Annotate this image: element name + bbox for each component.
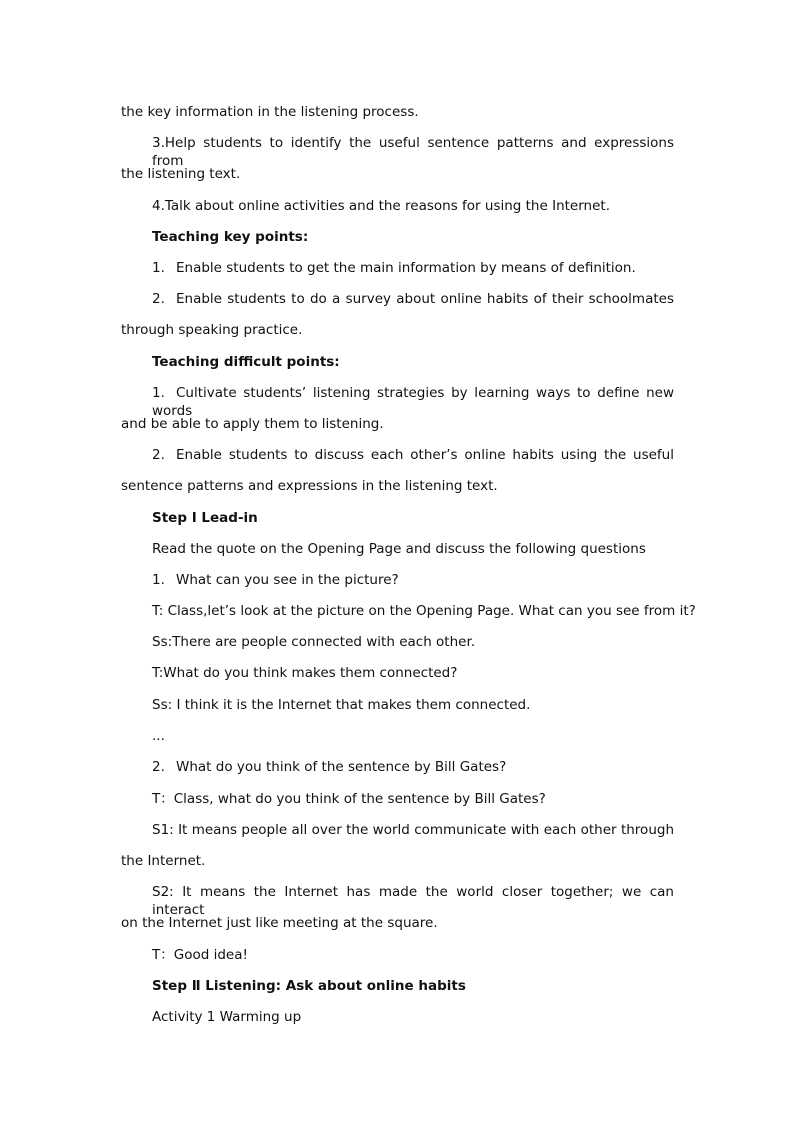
- list-number: 2.: [152, 291, 165, 307]
- dialogue-line: T：Class, what do you think of the sentence by Bill Gates?: [152, 791, 546, 807]
- body-line: Read the quote on the Opening Page and discuss the following questions: [152, 541, 646, 557]
- question-2-text: What do you think of the sentence by Bill Gates?: [176, 759, 507, 775]
- objective-4: 4.Talk about online activities and the reasons for using the Internet.: [152, 198, 610, 214]
- objective-3: 3.Help students to identify the useful sentence patterns and expressions from: [152, 135, 674, 169]
- difficult-point-2-text: Enable students to discuss each other’s online habits using the useful: [176, 447, 674, 463]
- dialogue-line: T:What do you think makes them connected?: [152, 665, 458, 681]
- key-point-2-text: Enable students to do a survey about online habits of their schoolmates: [176, 291, 674, 307]
- body-line: sentence patterns and expressions in the listening text.: [121, 478, 498, 494]
- dialogue-line: T: Class,let’s look at the picture on the Opening Page. What can you see from it?: [152, 603, 696, 619]
- dialogue-line: S1: It means people all over the world communicate with each other through: [152, 822, 674, 838]
- question-1: [152, 571, 674, 589]
- list-number: 1.: [152, 572, 165, 588]
- step-2-heading: Step Ⅱ Listening: Ask about online habits: [152, 978, 466, 994]
- difficult-point-1: [152, 384, 674, 419]
- body-line: the Internet.: [121, 853, 206, 869]
- list-number: 1.: [152, 260, 165, 276]
- difficult-points-heading: Teaching difficult points:: [152, 354, 340, 370]
- list-number: 1.: [152, 385, 165, 401]
- body-line: the key information in the listening process.: [121, 104, 419, 120]
- question-1-text: What can you see in the picture?: [176, 572, 399, 588]
- key-point-2: [152, 290, 674, 308]
- body-line: through speaking practice.: [121, 322, 303, 338]
- difficult-point-2: [152, 446, 674, 464]
- difficult-point-1-text: Cultivate students’ listening strategies by learning ways to define new words: [152, 385, 674, 419]
- dialogue-line: T：Good idea!: [152, 947, 248, 963]
- list-number: 2.: [152, 759, 165, 775]
- key-point-1: [152, 259, 674, 277]
- activity-1-title: Activity 1 Warming up: [152, 1009, 302, 1025]
- list-number: 2.: [152, 447, 165, 463]
- key-point-1-text: Enable students to get the main information by means of definition.: [176, 260, 636, 276]
- body-line: and be able to apply them to listening.: [121, 416, 384, 432]
- body-line: the listening text.: [121, 166, 241, 182]
- step-1-heading: Step Ⅰ Lead-in: [152, 510, 258, 526]
- body-line: on the Internet just like meeting at the square.: [121, 915, 438, 931]
- dialogue-line: Ss:There are people connected with each other.: [152, 634, 476, 650]
- dialogue-line: Ss: I think it is the Internet that makes them connected.: [152, 697, 531, 713]
- dialogue-line: S2: It means the Internet has made the world closer together; we can interact: [152, 884, 674, 918]
- key-points-heading: Teaching key points:: [152, 229, 309, 245]
- question-2: [152, 758, 674, 776]
- ellipsis: ...: [152, 728, 165, 744]
